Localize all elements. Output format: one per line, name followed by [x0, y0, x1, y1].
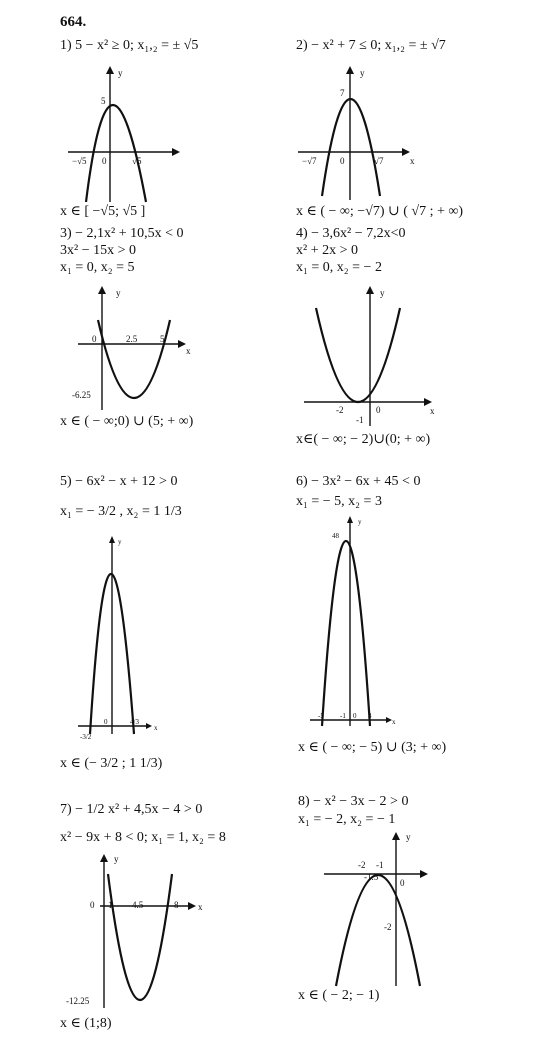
plot-1-x-arrow — [172, 148, 180, 156]
plot-1 — [68, 64, 188, 204]
plot-2-tick-left-root: −√7 — [302, 156, 317, 166]
plot-5-tick-left-root: -3/2 — [80, 733, 92, 741]
plot-5-x-arrow — [146, 723, 152, 729]
plot-7-tick-left-root: 1 — [108, 900, 113, 910]
plot-3-y-label: y — [116, 288, 121, 298]
problem-7-line-1: 7) − 1/2 x² + 4,5x − 4 > 0 — [60, 802, 203, 817]
problem-5-line-1: 5) − 6x² − x + 12 > 0 — [60, 474, 178, 489]
plot-5-tick-origin: 0 — [104, 718, 108, 726]
plot-1-tick-left-root: −√5 — [72, 156, 87, 166]
plot-2-y-label: y — [360, 68, 365, 78]
problem-6-line-2: x₁ = − 5, x₂ = 3 — [296, 494, 382, 509]
plot-8-tick-left-root: -2 — [358, 860, 366, 870]
plot-8-parabola — [336, 875, 420, 986]
problem-3-line-1: 3) − 2,1x² + 10,5x < 0 — [60, 226, 184, 241]
plot-6-y-arrow — [347, 516, 353, 523]
plot-6-tick-max: 48 — [332, 532, 339, 540]
plot-7-tick-origin: 0 — [90, 900, 95, 910]
problem-number: 664. — [60, 14, 87, 30]
problem-8-line-1: 8) − x² − 3x − 2 > 0 — [298, 794, 409, 809]
plot-2-tick-origin: 0 — [340, 156, 345, 166]
plot-8-tick-origin: 0 — [400, 878, 405, 888]
plot-8-tick-right-root: -1 — [376, 860, 384, 870]
plot-5-y-label: y — [118, 538, 122, 546]
plot-4-y-arrow — [366, 286, 374, 294]
plot-4-tick-right-root: 0 — [376, 405, 381, 415]
plot-1-y-label: y — [118, 68, 123, 78]
plot-3-x-arrow — [178, 340, 186, 348]
plot-4-y-label: y — [380, 288, 385, 298]
plot-2 — [298, 64, 428, 204]
plot-5-tick-right-root: 4/3 — [130, 718, 139, 726]
plot-8 — [320, 830, 440, 990]
problem-4-line-2: x² + 2x > 0 — [296, 243, 358, 258]
problem-6-answer: x ∈ ( − ∞; − 5) ∪ (3; + ∞) — [298, 740, 447, 755]
plot-4-tick-left-root: -2 — [336, 405, 344, 415]
problem-7-line-2: x² − 9x + 8 < 0; x₁ = 1, x₂ = 8 — [60, 830, 226, 845]
plot-3-tick-right-root: 5 — [160, 334, 165, 344]
plot-1-y-arrow — [106, 66, 114, 74]
plot-5-y-arrow — [109, 536, 115, 543]
problem-2-answer: x ∈ ( − ∞; −√7) ∪ ( √7 ; + ∞) — [296, 204, 464, 219]
plot-6-tick-origin: 0 — [353, 712, 357, 720]
plot-3-x-label: x — [186, 346, 191, 356]
problem-4-line-1: 4) − 3,6x² − 7,2x<0 — [296, 226, 406, 241]
plot-7-x-label: x — [198, 902, 203, 912]
plot-5 — [74, 534, 174, 744]
problem-1-line-1: 1) 5 − x² ≥ 0; x₁,₂ = ± √5 — [60, 38, 199, 53]
plot-1-tick-origin: 0 — [102, 156, 107, 166]
problem-3-line-3: x₁ = 0, x₂ = 5 — [60, 260, 135, 275]
problem-3-line-2: 3x² − 15x > 0 — [60, 243, 136, 258]
plot-2-parabola — [322, 99, 380, 196]
plot-7-tick-right-root: 8 — [174, 900, 179, 910]
problem-8-line-2: x₁ = − 2, x₂ = − 1 — [298, 812, 396, 827]
plot-2-tick-y: 7 — [340, 88, 345, 98]
plot-1-tick-y: 5 — [101, 96, 106, 106]
plot-8-y-arrow — [392, 832, 400, 840]
problem-6-line-1: 6) − 3x² − 6x + 45 < 0 — [296, 474, 421, 489]
problem-1-answer: x ∈ [ −√5; √5 ] — [60, 204, 146, 219]
plot-3-tick-origin: 0 — [92, 334, 97, 344]
problem-7-answer: x ∈ (1;8) — [60, 1016, 112, 1031]
plot-4-x-arrow — [424, 398, 432, 406]
plot-6-tick-vertex-x: -1 — [340, 712, 346, 720]
problem-8-answer: x ∈ ( − 2; − 1) — [298, 988, 380, 1003]
plot-2-x-label: x — [410, 156, 415, 166]
plot-2-tick-right-root: √7 — [374, 156, 384, 166]
problem-2-line-1: 2) − x² + 7 ≤ 0; x₁,₂ = ± √7 — [296, 38, 446, 53]
plot-7-tick-min: -12.25 — [66, 996, 90, 1006]
problem-4-line-3: x₁ = 0, x₂ = − 2 — [296, 260, 382, 275]
problem-4-answer: x∈( − ∞; − 2)∪(0; + ∞) — [296, 432, 431, 447]
plot-7-parabola — [108, 874, 172, 1000]
plot-5-x-label: x — [154, 724, 158, 732]
plot-3-y-arrow — [98, 286, 106, 294]
plot-4 — [300, 284, 450, 430]
plot-6-y-label: y — [358, 518, 362, 526]
plot-2-x-arrow — [402, 148, 410, 156]
plot-7-tick-mid: 4.5 — [132, 900, 144, 910]
plot-4-tick-vertex-x: -1 — [356, 415, 364, 425]
plot-4-x-label: x — [430, 406, 435, 416]
plot-6-parabola — [322, 541, 370, 726]
plot-1-parabola — [86, 105, 146, 202]
plot-7-x-arrow — [188, 902, 196, 910]
plot-6-tick-left-root: -5 — [318, 712, 324, 720]
plot-7-y-arrow — [100, 854, 108, 862]
plot-8-tick-y: -2 — [384, 922, 392, 932]
plot-3-parabola — [98, 320, 170, 398]
plot-3-tick-min: -6.25 — [72, 390, 91, 400]
plot-1-tick-right-root: √5 — [132, 156, 142, 166]
plot-3-tick-mid: 2.5 — [126, 334, 138, 344]
problem-3-answer: x ∈ ( − ∞;0) ∪ (5; + ∞) — [60, 414, 194, 429]
plot-6-tick-right-root: 3 — [368, 712, 372, 720]
problem-5-answer: x ∈ (− 3/2 ; 1 1/3) — [60, 756, 163, 771]
plot-8-x-arrow — [420, 870, 428, 878]
plot-8-tick-vertex-x: -1.5 — [364, 872, 379, 882]
plot-3 — [72, 284, 198, 414]
plot-7 — [64, 852, 214, 1012]
plot-8-y-label: y — [406, 832, 411, 842]
plot-4-parabola — [316, 308, 400, 402]
plot-2-y-arrow — [346, 66, 354, 74]
plot-6-x-label: x — [392, 718, 396, 726]
plot-7-y-label: y — [114, 854, 119, 864]
plot-6 — [306, 514, 416, 730]
problem-5-line-2: x₁ = − 3/2 , x₂ = 1 1/3 — [60, 504, 182, 519]
